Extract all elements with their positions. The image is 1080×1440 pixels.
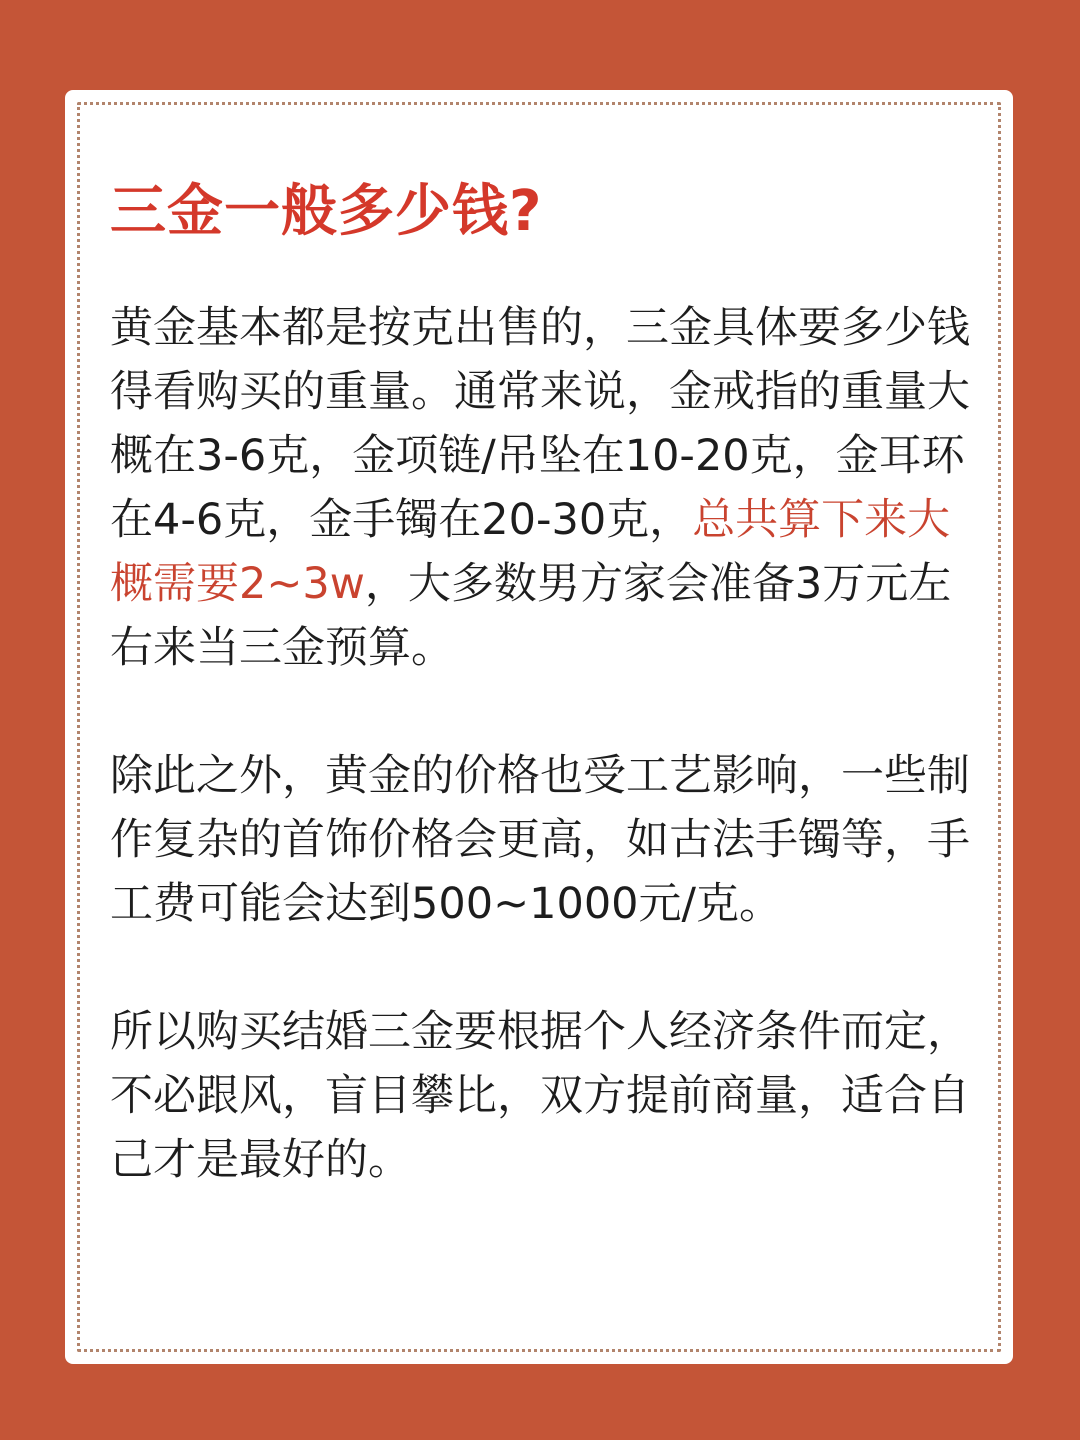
- paragraph-craftsmanship: 除此之外，黄金的价格也受工艺影响，一些制作复杂的首饰价格会更高，如古法手镯等，手工费可能会达到500~1000元/克。: [110, 751, 970, 929]
- paragraph-text: 黄金基本都是按克出售的，三金具体要多少钱得看购买的重量。通常来说，金戒指的重量大概在3-6克，金项链/吊坠在10-20克，金耳环在4-6克，金手镯在20-30克，: [110, 303, 970, 545]
- paragraph-weight-prices: [110, 296, 970, 680]
- paragraph-text: ，大多数男方家会准备3万元左右来当三金预算。: [110, 559, 952, 673]
- article-title: 三金一般多少钱?: [110, 179, 543, 244]
- paragraph-conclusion: 所以购买结婚三金要根据个人经济条件而定，不必跟风，盲目攀比，双方提前商量，适合自己才是最好的。: [110, 1007, 970, 1185]
- content-card: [65, 90, 1013, 1364]
- highlighted-total: 总共算下来大概需要2~3w: [110, 495, 951, 609]
- article-body: [110, 176, 970, 1192]
